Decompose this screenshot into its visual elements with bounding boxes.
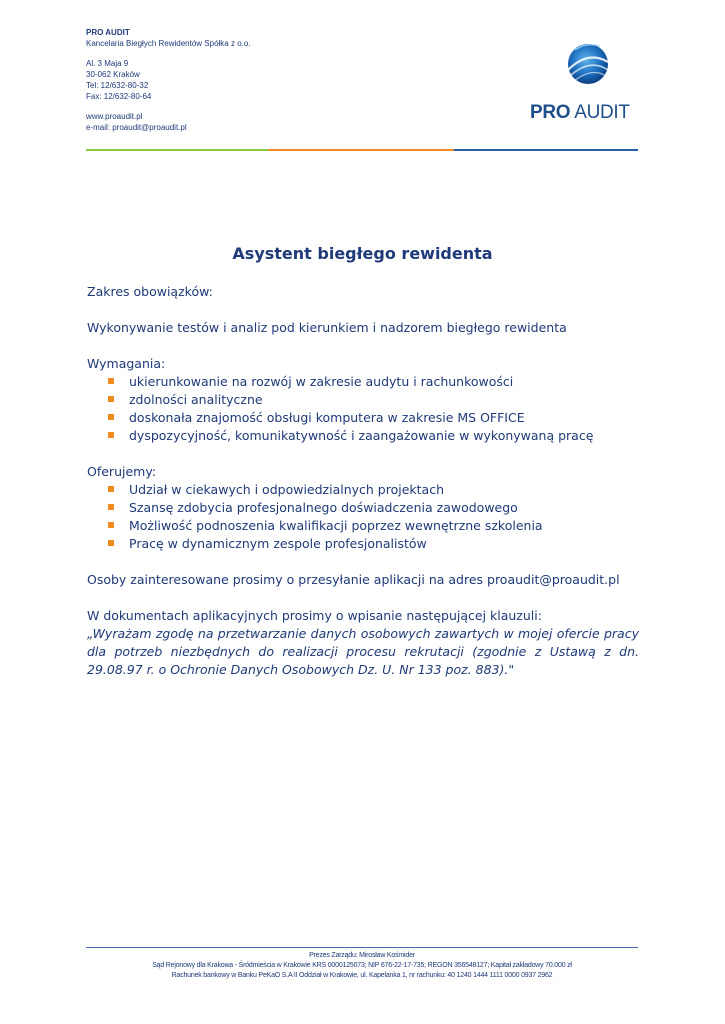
requirements-list <box>87 373 639 445</box>
bullet-square-icon <box>108 414 114 420</box>
company-full-name: Kancelaria Biegłych Rewidentów Spółka z o.o. <box>86 39 251 48</box>
duties-text: Wykonywanie testów i analiz pod kierunkiem i nadzorem biegłego rewidenta <box>87 320 567 335</box>
fax: Fax: 12/632-80-64 <box>86 92 152 101</box>
bullet-square-icon <box>108 504 114 510</box>
website-link[interactable]: www.proaudit.pl <box>86 112 143 121</box>
divider-blue-segment <box>454 149 638 151</box>
company-short-name: PRO AUDIT <box>86 28 130 37</box>
bullet-square-icon <box>108 432 114 438</box>
list-item: zdolności analityczne <box>87 391 639 409</box>
logo-wordmark <box>530 102 640 124</box>
offers-list <box>87 481 639 553</box>
email-link[interactable]: e-mail: proaudit@proaudit.pl <box>86 123 187 132</box>
offer-heading: Oferujemy: <box>87 464 157 479</box>
bullet-square-icon <box>108 396 114 402</box>
list-item: Pracę w dynamicznym zespole profesjonalistów <box>87 535 639 553</box>
list-item: Szansę zdobycia profesjonalnego doświadczenia zawodowego <box>87 499 639 517</box>
footer-line-bank: Rachunek bankowy w Banku PeKaO S.A II Oddział w Krakowie, ul. Kapelanka 1, nr rachunku: 40 1240 1444 1111 0000 0937 2962 <box>171 972 553 979</box>
list-item: dyspozycyjność, komunikatywność i zaangażowanie w wykonywaną pracę <box>87 427 639 445</box>
bullet-square-icon <box>108 378 114 384</box>
logo-text-bold: PRO <box>530 102 571 123</box>
apply-instructions: Osoby zainteresowane prosimy o przesyłanie aplikacji na adres proaudit@proaudit.pl <box>87 572 620 587</box>
bullet-square-icon <box>108 540 114 546</box>
list-item: Możliwość podnoszenia kwalifikacji poprzez wewnętrzne szkolenia <box>87 517 639 535</box>
header-divider <box>86 149 638 151</box>
globe-swirl-icon <box>530 40 640 100</box>
divider-orange-segment <box>268 149 454 151</box>
bullet-square-icon <box>108 486 114 492</box>
phone: Tel: 12/632-80-32 <box>86 81 149 90</box>
clause-intro: W dokumentach aplikacyjnych prosimy o wpisanie następującej klauzuli: <box>87 608 542 623</box>
document-title: Asystent biegłego rewidenta <box>232 244 493 263</box>
company-logo <box>530 40 640 130</box>
duties-heading: Zakres obowiązków: <box>87 284 213 299</box>
footer <box>86 951 638 981</box>
footer-line-registry: Sąd Rejonowy dla Krakowa - Śródmieścia w Krakowie KRS 0000125073; NIP 676-22-17-735; REGON 356548127; Kapitał zakładowy 70.000 zł <box>152 962 572 969</box>
footer-line-board: Prezes Zarządu: Mirosław Kośmider <box>309 952 415 959</box>
list-item: Udział w ciekawych i odpowiedzialnych projektach <box>87 481 639 499</box>
list-item: ukierunkowanie na rozwój w zakresie audytu i rachunkowości <box>87 373 639 391</box>
letterhead-contact <box>86 27 251 133</box>
address-line1: Al. 3 Maja 9 <box>86 59 129 68</box>
requirements-heading: Wymagania: <box>87 356 166 371</box>
divider-green-segment <box>86 149 268 151</box>
bullet-square-icon <box>108 522 114 528</box>
document-body <box>87 283 639 679</box>
list-item: doskonała znajomość obsługi komputera w zakresie MS OFFICE <box>87 409 639 427</box>
consent-clause: „Wyrażam zgodę na przetwarzanie danych osobowych zawartych w mojej ofercie pracy dla potrzeb niezbędnych do realizacji procesu rekrutacji (zgodnie z Ustawą z dn. 29.08.97 r. o Ochronie Danych Osobowych Dz. U. Nr 133 poz. 883)." <box>87 626 639 677</box>
logo-text-light: AUDIT <box>574 102 630 123</box>
address-line2: 30-062 Kraków <box>86 70 140 79</box>
footer-divider <box>86 947 638 948</box>
